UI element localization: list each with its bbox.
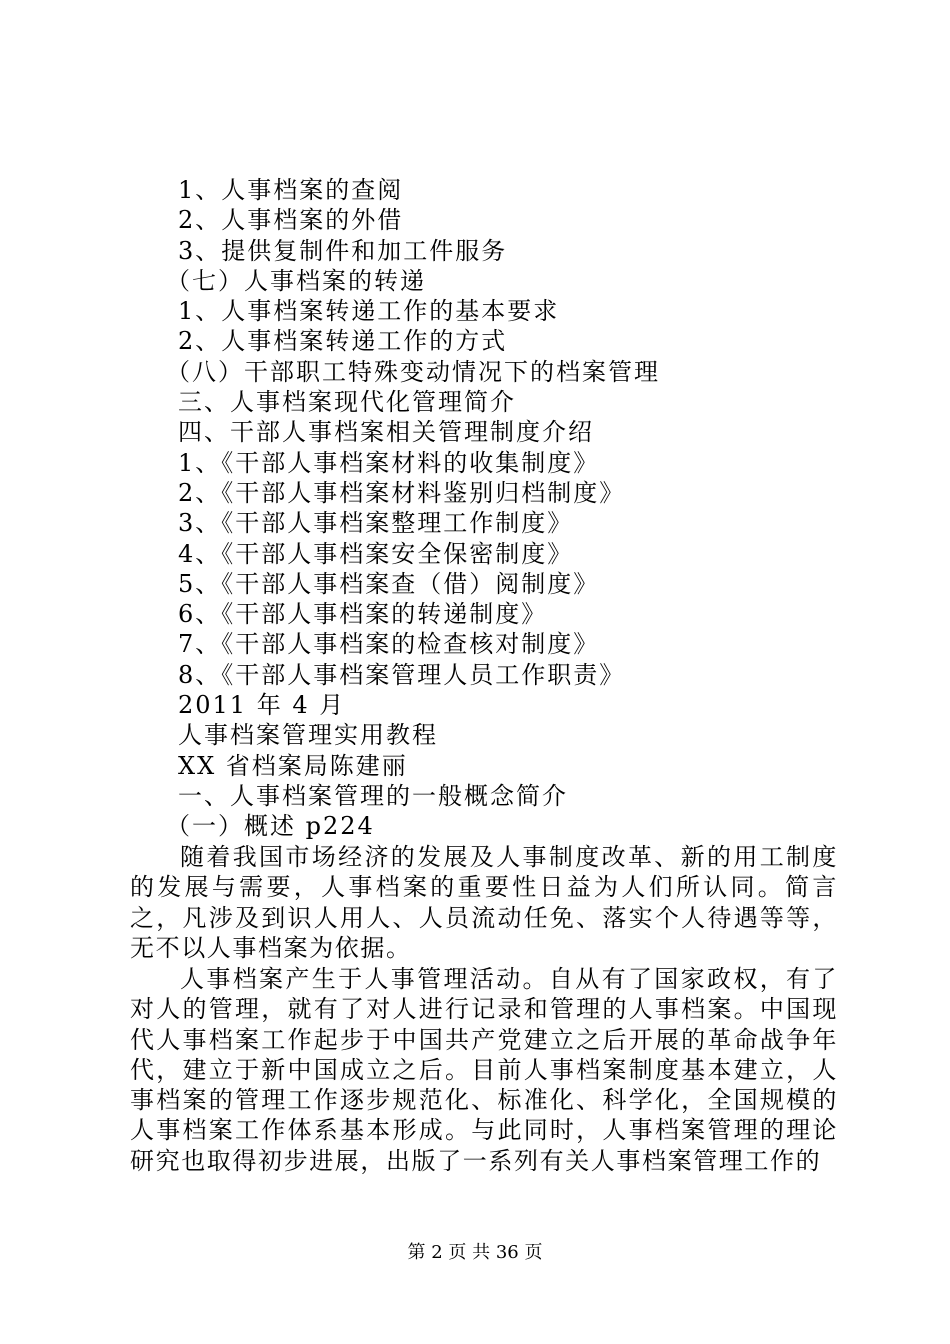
outline-section-heading: （一）概述 p224 [166,812,375,841]
document-author: XX 省档案局陈建丽 [178,751,408,780]
outline-item: 7、《干部人事档案的检查核对制度》 [178,630,600,659]
outline-chapter-heading: 一、人事档案管理的一般概念简介 [178,781,568,810]
document-date: 2011 年 4 月 [178,691,346,720]
body-paragraph: 人事档案产生于人事管理活动。自从有了国家政权，有了对人的管理，就有了对人进行记录和管理的人事档案。中国现代人事档案工作起步于中国共产党建立之后开展的革命战争年代，建立于新中国成立之后。目前人事档案制度基本建立，人事档案的管理工作逐步规范化、标准化、科学化，全国规模的人事档案工作体系基本形成。与此同时，人事档案管理的理论研究也取得初步进展，出版了一系列有关人事档案管理工作的 [130,965,838,1175]
outline-section-heading: （七）人事档案的转递 [166,266,426,295]
outline-item: 2、人事档案转递工作的方式 [178,327,508,356]
outline-item: 2、人事档案的外借 [178,206,404,235]
outline-item: 3、提供复制件和加工件服务 [178,236,508,265]
outline-item: 1、《干部人事档案材料的收集制度》 [178,448,600,477]
outline-list [166,175,838,842]
page-footer: 第 2 页 共 36 页 [407,1242,543,1263]
outline-item: 5、《干部人事档案查（借）阅制度》 [178,569,600,598]
outline-section-heading: （八）干部职工特殊变动情况下的档案管理 [166,357,660,386]
outline-item: 8、《干部人事档案管理人员工作职责》 [178,660,626,689]
outline-item: 1、人事档案的查阅 [178,176,404,204]
outline-item: 6、《干部人事档案的转递制度》 [178,600,548,629]
body-paragraph: 随着我国市场经济的发展及人事制度改革、新的用工制度的发展与需要，人事档案的重要性日益为人们所认同。简言之，凡涉及到识人用人、人员流动任免、落实个人待遇等等，无不以人事档案为依据。 [130,843,838,962]
outline-item: 3、《干部人事档案整理工作制度》 [178,509,574,538]
outline-item: 2、《干部人事档案材料鉴别归档制度》 [178,478,626,507]
outline-chapter-heading: 三、人事档案现代化管理简介 [178,388,516,417]
outline-item: 1、人事档案转递工作的基本要求 [178,297,560,326]
outline-item: 4、《干部人事档案安全保密制度》 [178,539,574,568]
outline-chapter-heading: 四、干部人事档案相关管理制度介绍 [178,418,594,447]
document-title: 人事档案管理实用教程 [178,721,438,750]
